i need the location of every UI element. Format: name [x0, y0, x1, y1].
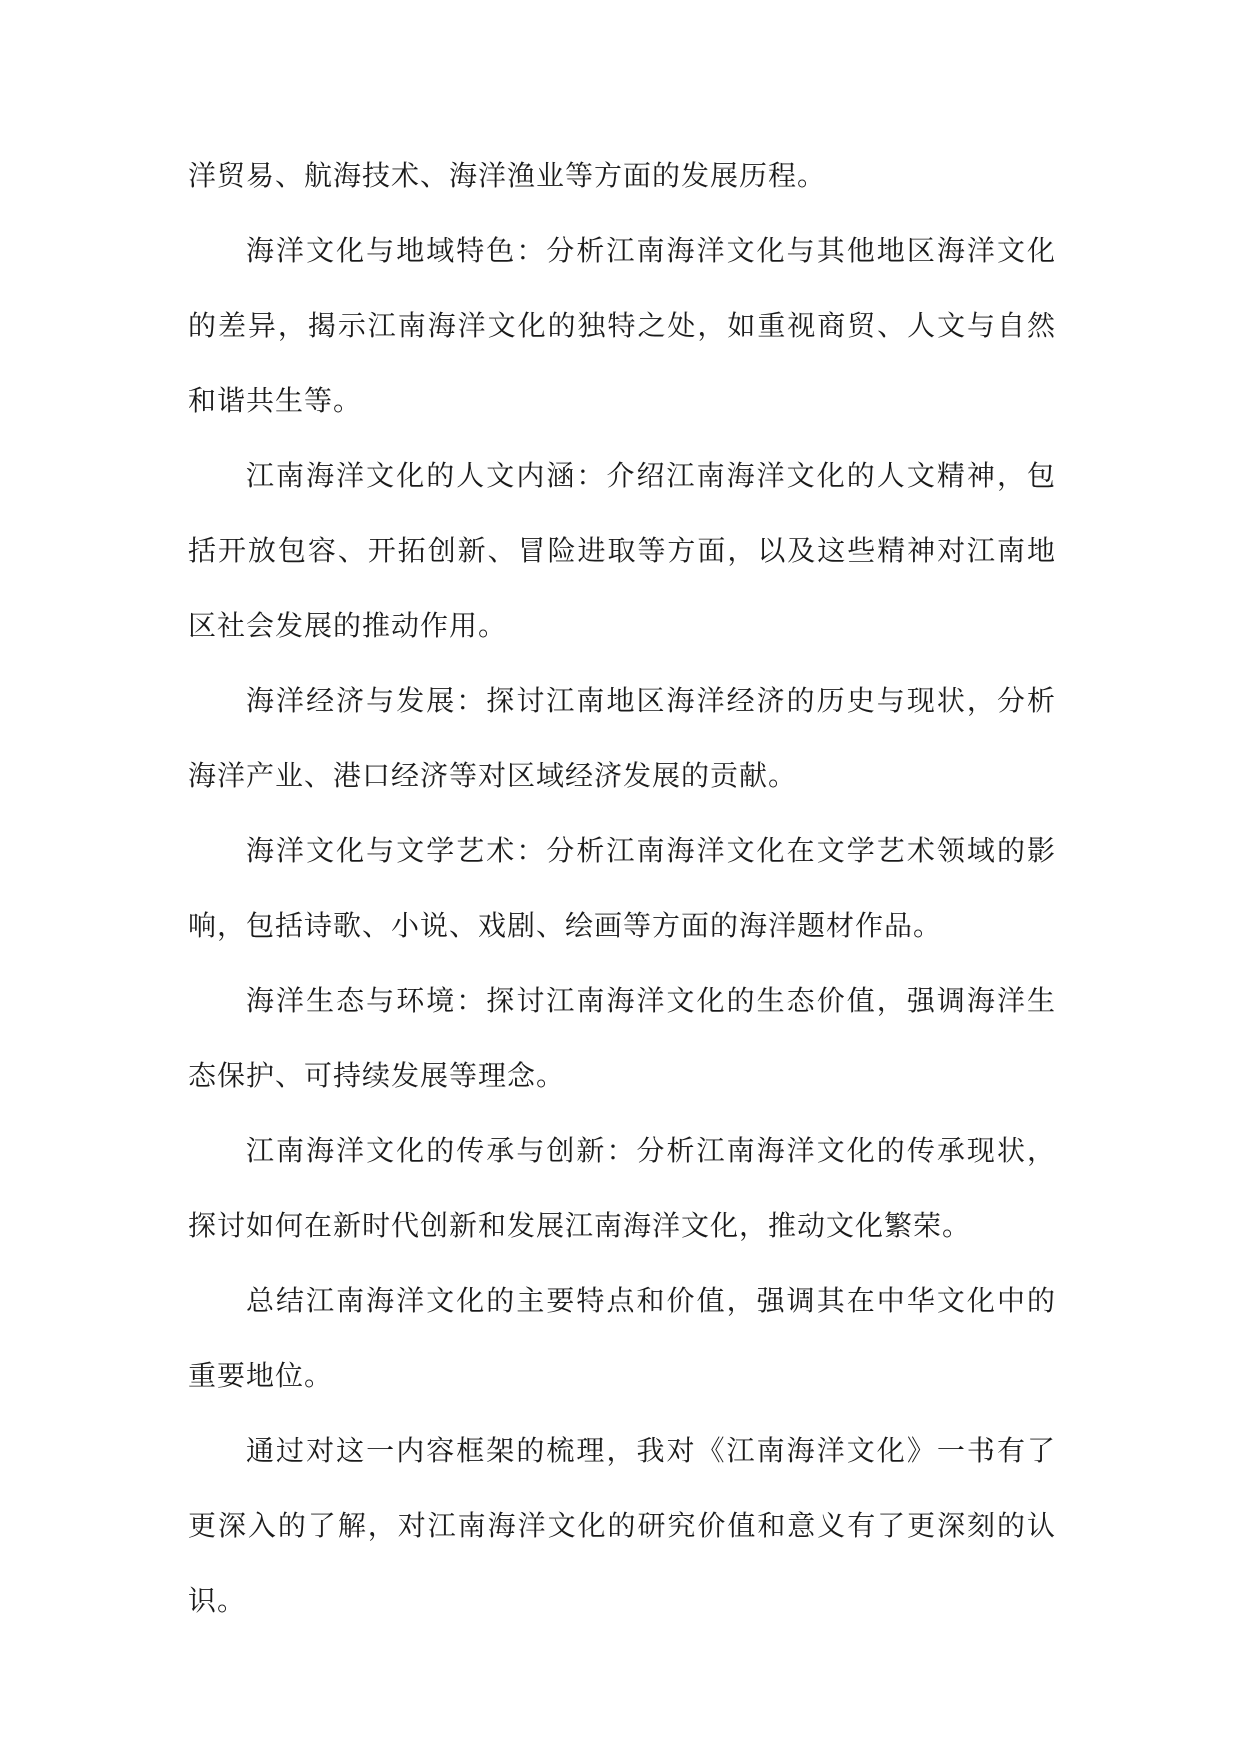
paragraph-7: 江南海洋文化的传承与创新：分析江南海洋文化的传承现状，探讨如何在新时代创新和发展江南海洋文化，推动文化繁荣。 [188, 1134, 1056, 1242]
paragraph-5: 海洋文化与文学艺术：分析江南海洋文化在文学艺术领域的影响，包括诗歌、小说、戏剧、绘画等方面的海洋题材作品。 [188, 834, 1056, 942]
paragraph-4: 海洋经济与发展：探讨江南地区海洋经济的历史与现状，分析海洋产业、港口经济等对区域经济发展的贡献。 [188, 684, 1056, 792]
document-body [188, 138, 1056, 1638]
paragraph-8: 总结江南海洋文化的主要特点和价值，强调其在中华文化中的重要地位。 [188, 1284, 1056, 1392]
paragraph-3: 江南海洋文化的人文内涵：介绍江南海洋文化的人文精神，包括开放包容、开拓创新、冒险进取等方面，以及这些精神对江南地区社会发展的推动作用。 [188, 459, 1056, 642]
paragraph-6: 海洋生态与环境：探讨江南海洋文化的生态价值，强调海洋生态保护、可持续发展等理念。 [188, 984, 1056, 1092]
paragraph-9: 通过对这一内容框架的梳理，我对《江南海洋文化》一书有了更深入的了解，对江南海洋文化的研究价值和意义有了更深刻的认识。 [188, 1434, 1056, 1617]
paragraph-1: 洋贸易、航海技术、海洋渔业等方面的发展历程。 [188, 159, 827, 192]
paragraph-2: 海洋文化与地域特色：分析江南海洋文化与其他地区海洋文化的差异，揭示江南海洋文化的独特之处，如重视商贸、人文与自然和谐共生等。 [188, 234, 1056, 417]
